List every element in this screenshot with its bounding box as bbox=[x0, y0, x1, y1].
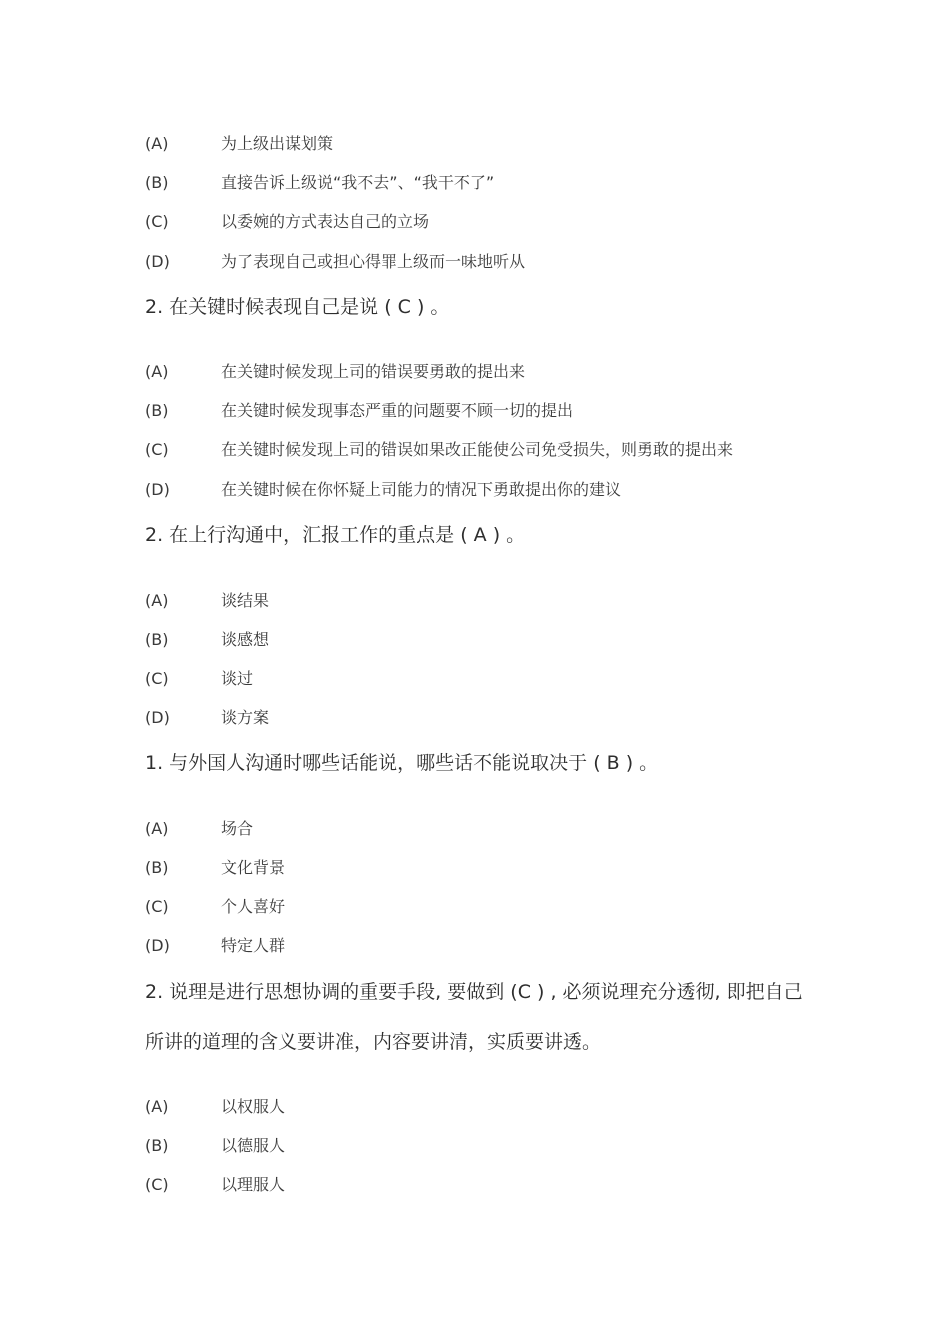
option-letter: (A) bbox=[145, 591, 169, 610]
option-letter: (B) bbox=[145, 630, 169, 649]
option-text: 谈结果 bbox=[221, 591, 270, 610]
option-text: 在关键时候发现上司的错误如果改正能使公司免受损失，则勇敢的提出来 bbox=[221, 440, 734, 459]
question-text: 2. 在上行沟通中，汇报工作的重点是 ( A ) 。 bbox=[145, 524, 526, 546]
option-letter: (A) bbox=[145, 134, 169, 153]
question-text: 2. 在关键时候表现自己是说 ( C ) 。 bbox=[145, 296, 450, 318]
option-letter: (B) bbox=[145, 173, 169, 192]
option-letter: (D) bbox=[145, 252, 170, 271]
option-text: 个人喜好 bbox=[221, 897, 286, 916]
option-text: 以权服人 bbox=[221, 1097, 286, 1116]
option-text: 在关键时候在你怀疑上司能力的情况下勇敢提出你的建议 bbox=[221, 480, 622, 499]
option-text: 谈方案 bbox=[221, 708, 270, 727]
option-letter: (D) bbox=[145, 708, 170, 727]
option-text: 以委婉的方式表达自己的立场 bbox=[221, 212, 430, 231]
option-letter: (C) bbox=[145, 897, 169, 916]
question-text-continued: 所讲的道理的含义要讲准，内容要讲清，实质要讲透。 bbox=[145, 1031, 602, 1053]
option-text: 场合 bbox=[221, 819, 254, 838]
option-text: 在关键时候发现事态严重的问题要不顾一切的提出 bbox=[221, 401, 574, 420]
option-text: 直接告诉上级说“我不去”、“我干不了” bbox=[221, 173, 495, 192]
option-letter: (A) bbox=[145, 1097, 169, 1116]
option-letter: (B) bbox=[145, 858, 169, 877]
question-text: 1. 与外国人沟通时哪些话能说，哪些话不能说取决于 ( B ) 。 bbox=[145, 752, 659, 774]
option-letter: (B) bbox=[145, 1136, 169, 1155]
option-text: 特定人群 bbox=[221, 936, 286, 955]
option-letter: (C) bbox=[145, 212, 169, 231]
option-text: 谈感想 bbox=[221, 630, 270, 649]
option-letter: (D) bbox=[145, 936, 170, 955]
option-text: 文化背景 bbox=[221, 858, 286, 877]
option-letter: (C) bbox=[145, 669, 169, 688]
option-text: 在关键时候发现上司的错误要勇敢的提出来 bbox=[221, 362, 526, 381]
option-letter: (D) bbox=[145, 480, 170, 499]
option-letter: (A) bbox=[145, 362, 169, 381]
question-text: 2. 说理是进行思想协调的重要手段, 要做到 (C ) , 必须说理充分透彻, 即把自己 bbox=[145, 981, 803, 1003]
option-text: 以德服人 bbox=[221, 1136, 286, 1155]
option-text: 以理服人 bbox=[221, 1175, 286, 1194]
option-text: 为了表现自己或担心得罪上级而一味地听从 bbox=[221, 252, 526, 271]
option-text: 谈过 bbox=[221, 669, 254, 688]
option-letter: (B) bbox=[145, 401, 169, 420]
option-text: 为上级出谋划策 bbox=[221, 134, 334, 153]
option-letter: (C) bbox=[145, 440, 169, 459]
option-letter: (C) bbox=[145, 1175, 169, 1194]
option-letter: (A) bbox=[145, 819, 169, 838]
